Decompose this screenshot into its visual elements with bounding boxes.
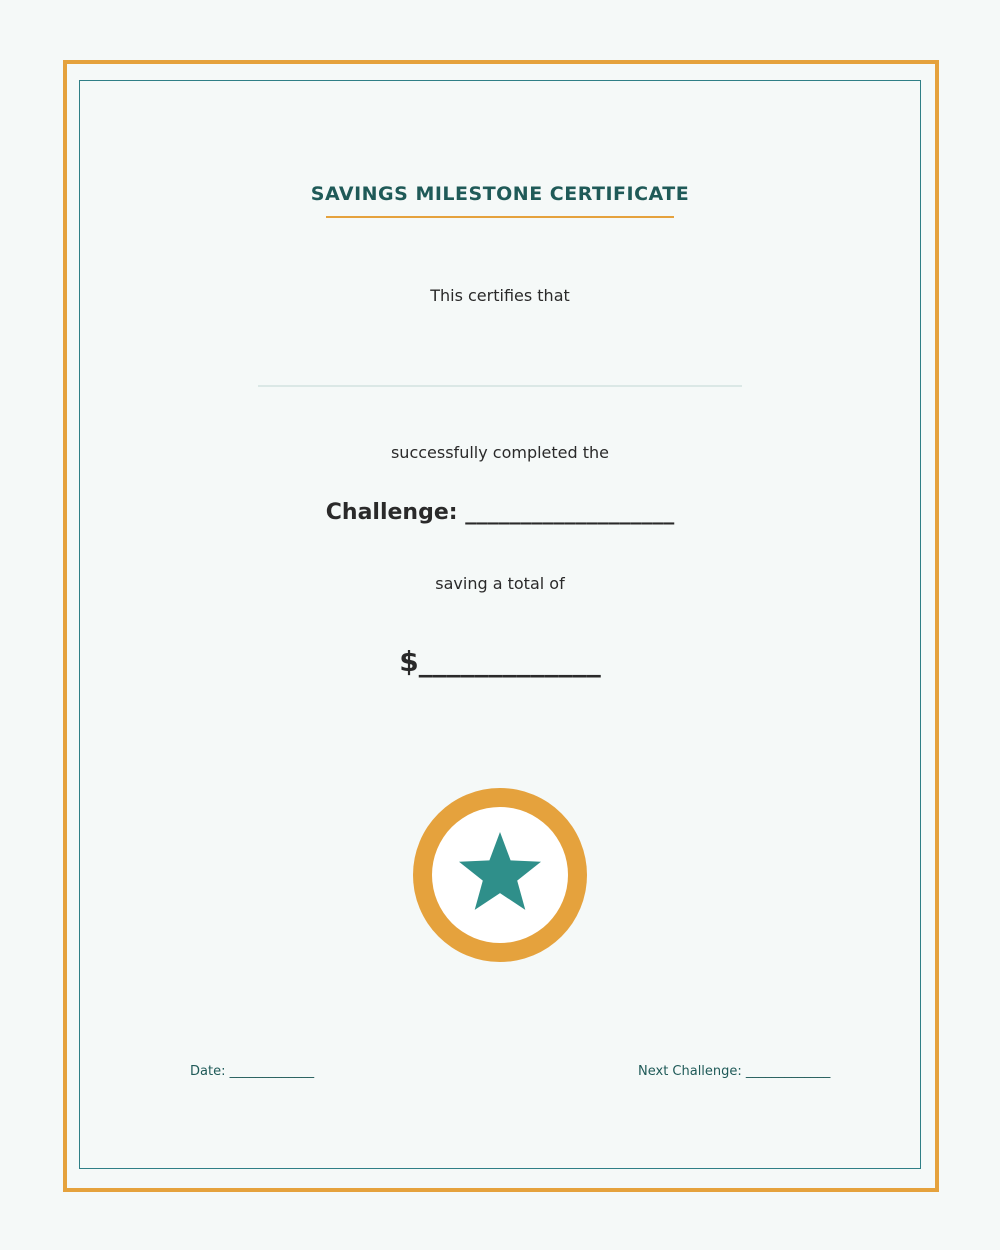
challenge-field: Challenge: ___________________: [325, 500, 675, 525]
recipient-name-line: [258, 385, 742, 387]
certifies-text: This certifies that: [430, 286, 570, 305]
amount-field: $_____________: [399, 645, 601, 678]
saving-text: saving a total of: [435, 574, 565, 593]
next-challenge-field: Next Challenge: _____________: [638, 1064, 831, 1079]
completed-text: successfully completed the: [390, 443, 610, 462]
certificate-inner-border: [79, 80, 921, 1169]
title-underline: [326, 216, 674, 218]
star-medal-icon: [413, 788, 587, 962]
certificate-title: SAVINGS MILESTONE CERTIFICATE: [310, 183, 690, 205]
date-field: Date: _____________: [190, 1064, 315, 1079]
